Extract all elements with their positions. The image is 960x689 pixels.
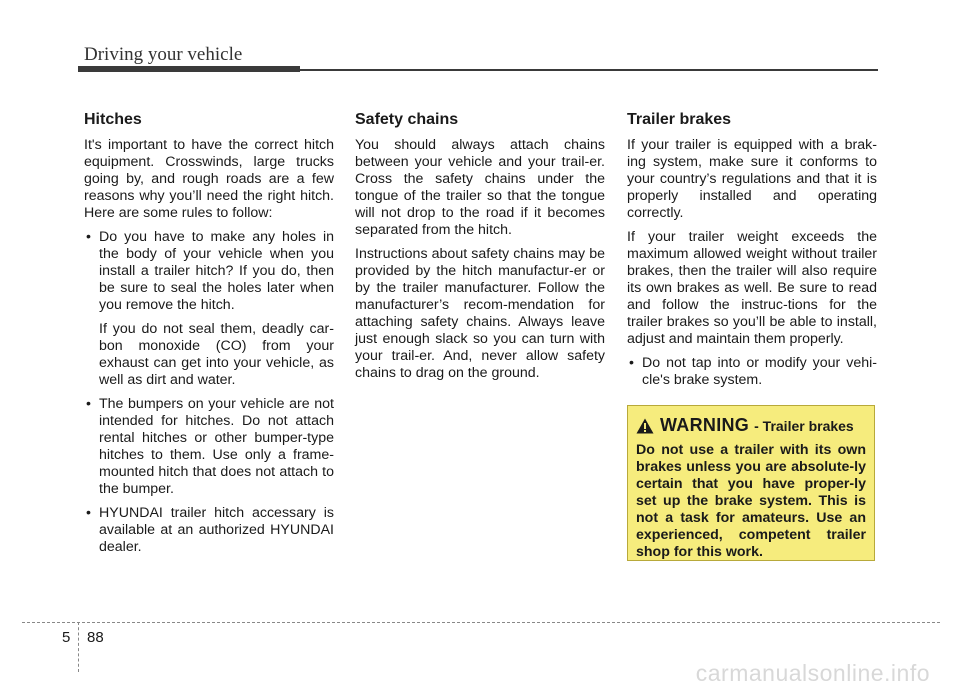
hitches-intro: It's important to have the correct hitch equipment. Crosswinds, large trucks going by, and rough roads are a few reasons why you’ll need the right hitch. Here are some rules to follow:: [84, 137, 334, 221]
header-rule-thick: [78, 66, 300, 72]
warning-subtitle: - Trailer brakes: [754, 417, 854, 434]
column-hitches: [84, 110, 334, 563]
hitches-heading: Hitches: [84, 111, 142, 128]
hitches-bullet-2: • The bumpers on your vehicle are not intended for hitches. Do not attach rental hitches or other bumper-type hitches to them. Use only a frame-mounted hitch that does not attach to the bumper.: [84, 396, 334, 498]
trailer-brakes-paragraph-2: If your trailer weight exceeds the maximum allowed weight without trailer brakes, then the trailer will also require its own brakes as well. Be sure to read and follow the instruc-tions for the trailer brakes so you’ll be able to install, adjust and maintain them properly.: [627, 229, 877, 347]
column-safety-chains: [355, 110, 605, 389]
warning-triangle-icon: [636, 418, 654, 434]
footer-dashed-rule: [22, 622, 940, 623]
chapter-number: 5: [62, 629, 71, 646]
warning-label: WARNING: [660, 415, 750, 435]
warning-text: Do not use a trailer with its own brakes unless you are absolute-ly certain that you have proper-ly set up the brake system. This is not a task for amateurs. Use an experienced, competent trailer shop for this work.: [636, 442, 866, 560]
header-rule-thin: [300, 69, 878, 71]
page-number: 88: [87, 629, 104, 646]
column-trailer-brakes: [627, 110, 877, 396]
trailer-brakes-paragraph-1: If your trailer is equipped with a brak-ing system, make sure it conforms to your country’s regulations and that it is properly installed and operating correctly.: [627, 137, 877, 221]
hitches-bullet-3: • HYUNDAI trailer hitch accessary is available at an authorized HYUNDAI dealer.: [84, 505, 334, 556]
safety-chains-paragraph-1: You should always attach chains between your vehicle and your trail-er. Cross the safety chains under the tongue of the trailer so that the tongue will not drop to the road if it becomes separated from the hitch.: [355, 137, 605, 238]
trailer-brakes-heading: Trailer brakes: [627, 111, 732, 128]
warning-box: [627, 405, 875, 561]
footer-dashed-divider: [78, 622, 79, 672]
watermark: carmanualsonline.info: [695, 660, 930, 686]
warning-header: [636, 415, 866, 436]
page-header-title: Driving your vehicle: [84, 44, 243, 65]
hitches-bullet-1-followup: If you do not seal them, deadly car-bon monoxide (CO) from your exhaust can get into your vehicle, as well as dirt and water.: [99, 321, 334, 388]
hitches-bullet-1: • Do you have to make any holes in the body of your vehicle when you install a trailer hitch? If you do, then be sure to seal the holes later when you remove the hitch.: [84, 229, 334, 314]
safety-chains-heading: Safety chains: [355, 111, 459, 128]
safety-chains-paragraph-2: Instructions about safety chains may be provided by the hitch manufactur-er or by the trailer manufacturer. Follow the manufacturer’s recom-mendation for attaching safety chains. Always leave just enough slack so you can turn with your trail-er. And, never allow safety chains to drag on the ground.: [355, 246, 605, 381]
trailer-brakes-bullet-1: • Do not tap into or modify your vehi-cle's brake system.: [627, 355, 877, 389]
